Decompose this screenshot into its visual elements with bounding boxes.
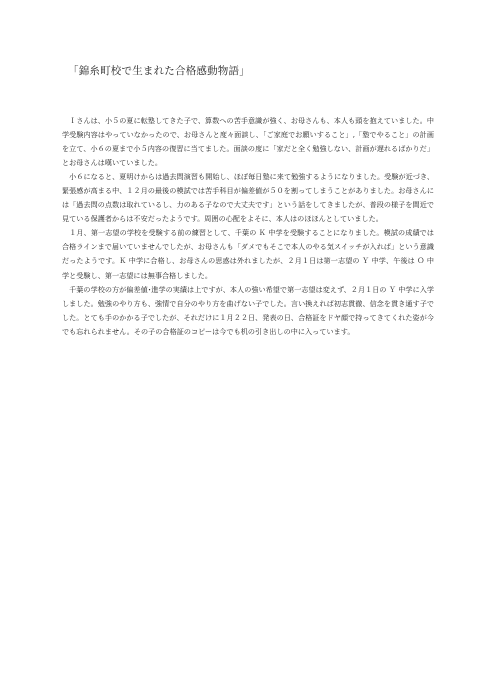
- paragraph-4: 千葉の学校の方が偏差値･進学の実績は上ですが、本人の強い希望で第一志望は変えず、２月１日の Ｙ 中学に入学しました。勉強のやり方も、強情で自分のやり方を曲げない子でした。言い換えれば初志貫徹、信念を貫き通す子でした。とても手のかかる子でしたが、それだけに１月２２日、発表の日、合格証をドヤ顔で持ってきてくれた姿が今でも忘れられません。その子の合格証のコピーは今でも机の引き出しの中に入っています。: [62, 284, 434, 336]
- paragraph-2: 小６になると、夏明けからは過去問演習も開始し、ほぼ毎日塾に来て勉強するようになりました。受験が近づき、緊張感が高まる中、１２月の最後の模試では苦手科目が偏差値が５０を割ってしまうことがありました。お母さんには「過去問の点数は取れているし、力のある子なので大丈夫です」という話をしてきましたが、普段の様子を間近で見ている保護者からは不安だったようです。周囲の心配をよそに、本人はのほほんとしていました。: [62, 172, 434, 224]
- document-body: [62, 114, 434, 339]
- paragraph-1: Ｉさんは、小５の夏に転塾してきた子で、算数への苦手意識が強く、お母さんも、本人も頭を抱えていました。中学受験内容はやっていなかったので、お母さんと度々面談し、「ご家庭でお願いすること」,「塾でやること」の計画を立て、小６の夏まで小５内容の復習に当てました。面談の度に「家だと全く勉強しない、計画が遅れるばかりだ」とお母さんは嘆いていました。: [62, 116, 434, 168]
- paragraph-3: １月、第一志望の学校を受験する前の練習として、千葉の Ｋ 中学を受験することになりました。模試の成績では合格ラインまで届いていませんでしたが、お母さんも「ダメでもそこで本人のやる気スイッチが入れば」という意識だったようです。Ｋ 中学に合格し、お母さんの思惑は外れましたが、２月１日は第一志望の Ｙ 中学、午後は Ｏ 中学と受験し、第一志望には無事合格しました。: [62, 228, 434, 280]
- document-title: 「錦糸町校で生まれた合格感動物語」: [68, 65, 250, 77]
